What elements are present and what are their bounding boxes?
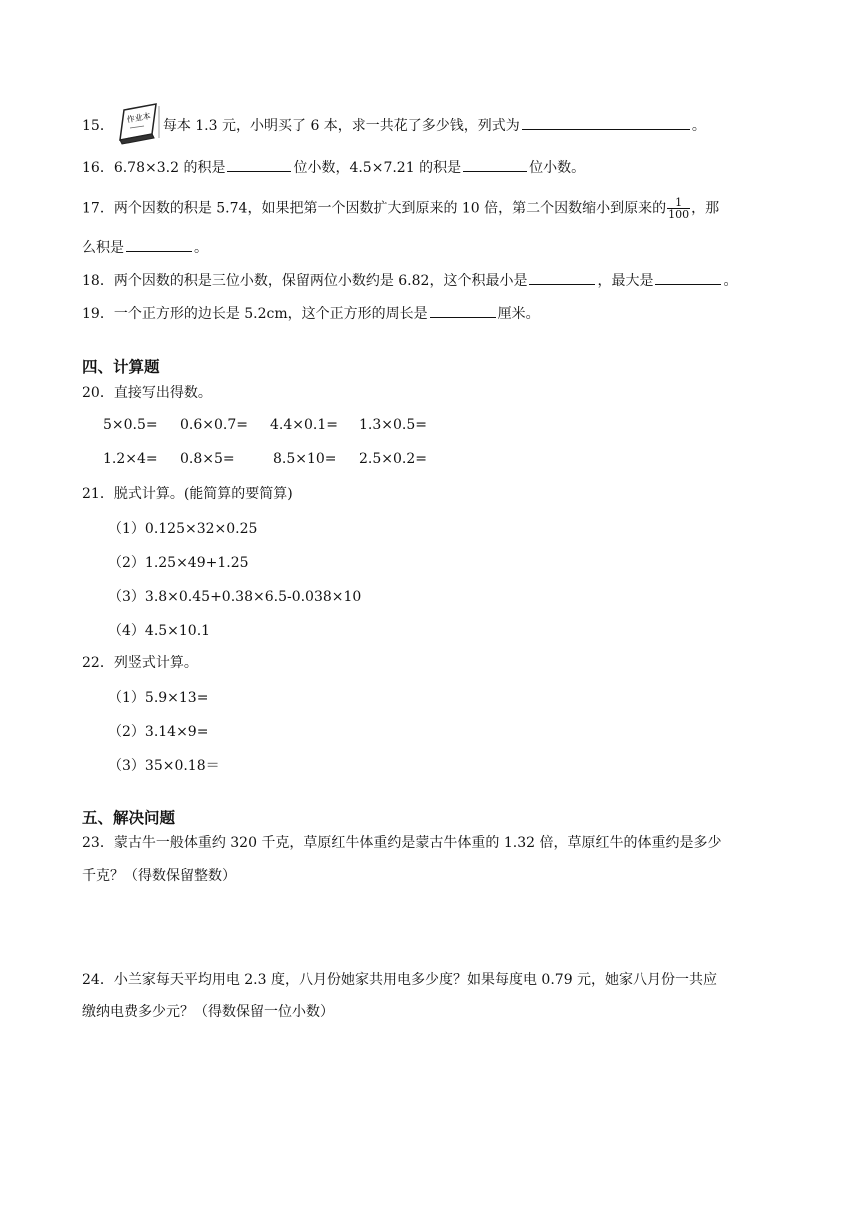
oral-calc: 5×0.5=	[103, 417, 158, 433]
fraction: $\frac{1}{100}$	[668, 196, 690, 221]
question-19: 19．一个正方形的边长是 5.2cm，这个正方形的周长是 厘米。	[82, 303, 540, 324]
answer-blank[interactable]	[655, 270, 721, 285]
section-heading: 四、计算题	[82, 358, 160, 376]
question-17-line2: 么积是 。	[82, 237, 208, 258]
question-16: 16．6.78×3.2 的积是 位小数，4.5×7.21 的积是 位小数。	[82, 157, 585, 178]
sub-question: （3）35×0.18＝	[108, 758, 220, 774]
sub-question: （4）4.5×10.1	[108, 623, 211, 639]
question-18: 18．两个因数的积是三位小数，保留两位小数约是 6.82，这个积最小是 ，最大是 。	[82, 270, 737, 291]
oral-calc: 1.3×0.5=	[359, 417, 427, 433]
oral-calc: 8.5×10=	[273, 451, 337, 467]
answer-blank[interactable]	[522, 115, 690, 130]
question-23: 23．蒙古牛一般体重约 320 千克，草原红牛体重约是蒙古牛体重的 1.32 倍，草原红牛的体重约是多少	[82, 835, 722, 851]
question-15: 15． 作业本 每本 1.3 元，小明买了 6 本，求一共花了多少钱，列式为 。	[82, 106, 706, 146]
question-22-title: 22．列竖式计算。	[82, 655, 198, 671]
question-number: 15．	[82, 118, 114, 134]
sub-question: （1）0.125×32×0.25	[108, 521, 258, 537]
oral-calc: 0.6×0.7=	[180, 417, 248, 433]
answer-blank[interactable]	[227, 157, 291, 172]
answer-blank[interactable]	[430, 303, 496, 318]
question-20-title: 20．直接写出得数。	[82, 385, 212, 401]
svg-text:作业本: 作业本	[125, 111, 152, 125]
oral-calc: 2.5×0.2=	[359, 451, 427, 467]
question-23-line2: 千克？（得数保留整数）	[82, 868, 236, 884]
notebook-image	[116, 106, 160, 146]
question-24-line2: 缴纳电费多少元？（得数保留一位小数）	[82, 1004, 334, 1020]
sub-question: （1）5.9×13=	[108, 690, 209, 706]
question-17: 17．两个因数的积是 5.74，如果把第一个因数扩大到原来的 10 倍，第二个因数缩小到原来的 $\frac{1}{100}$ ，那	[82, 196, 720, 221]
oral-calc: 4.4×0.1=	[270, 417, 338, 433]
sub-question: （2）3.14×9=	[108, 724, 209, 740]
sub-question: （2）1.25×49+1.25	[108, 555, 249, 571]
answer-blank[interactable]	[463, 157, 527, 172]
question-24: 24．小兰家每天平均用电 2.3 度，八月份她家共用电多少度？如果每度电 0.79 元，她家八月份一共应	[82, 972, 718, 988]
sub-question: （3）3.8×0.45+0.38×6.5-0.038×10	[108, 589, 362, 605]
oral-calc: 0.8×5=	[180, 451, 235, 467]
answer-blank[interactable]	[126, 237, 192, 252]
section-heading: 五、解决问题	[82, 809, 176, 827]
question-21-title: 21．脱式计算。(能简算的要简算)	[82, 486, 293, 502]
oral-calc: 1.2×4=	[103, 451, 158, 467]
answer-blank[interactable]	[529, 270, 595, 285]
